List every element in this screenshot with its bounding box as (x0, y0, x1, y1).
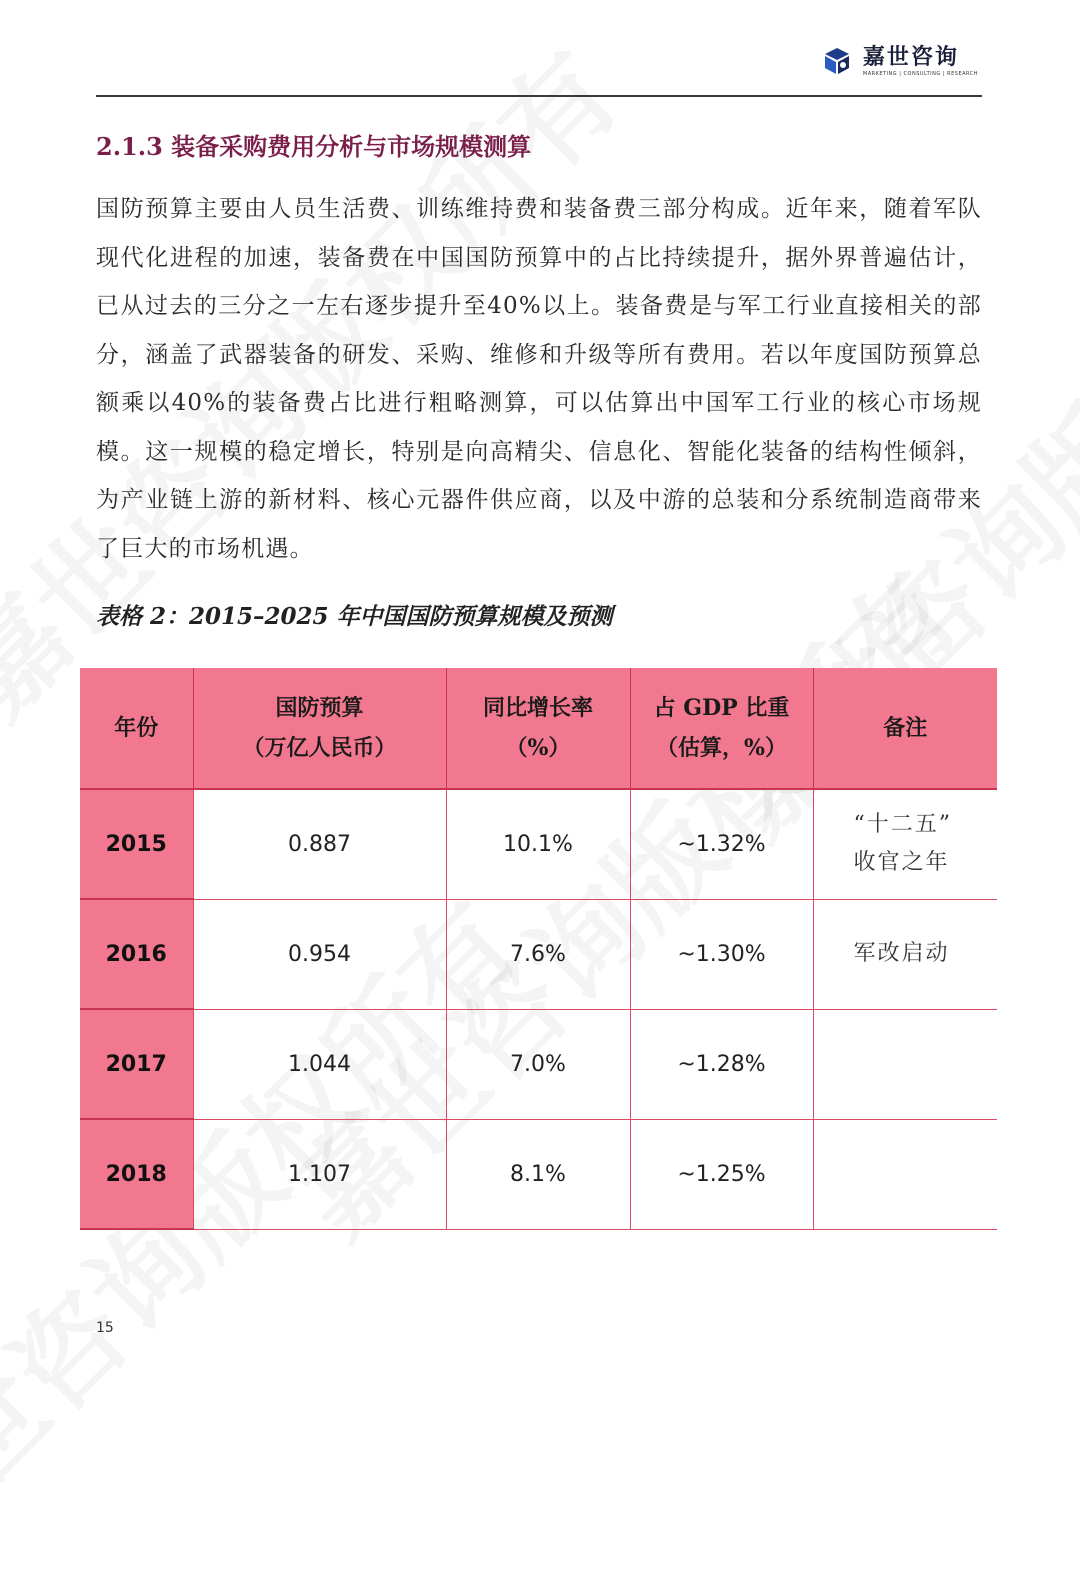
section-title: 2.1.3 装备采购费用分析与市场规模测算 (96, 132, 532, 161)
cell-year: 2015 (80, 789, 193, 899)
cell-note: “十二五” 收官之年 (813, 789, 997, 899)
cell-year: 2016 (80, 899, 193, 1009)
cell-note (813, 1119, 997, 1229)
header-gdp-share: 占 GDP 比重 （估算，%） (630, 668, 813, 789)
table-row (80, 1119, 997, 1229)
cell-budget: 1.107 (193, 1119, 446, 1229)
cell-growth: 7.6% (446, 899, 630, 1009)
cell-growth: 10.1% (446, 789, 630, 899)
logo-icon (821, 44, 855, 78)
cell-gdp: ~1.32% (630, 789, 813, 899)
logo-name: 嘉世咨询 (862, 45, 959, 70)
cell-gdp: ~1.28% (630, 1009, 813, 1119)
cell-growth: 8.1% (446, 1119, 630, 1229)
budget-table (80, 668, 997, 1230)
cell-note (813, 1009, 997, 1119)
cell-gdp: ~1.25% (630, 1119, 813, 1229)
table-row (80, 899, 997, 1009)
cell-growth: 7.0% (446, 1009, 630, 1119)
table-row (80, 1009, 997, 1119)
cell-budget: 1.044 (193, 1009, 446, 1119)
table-row (80, 789, 997, 899)
cell-gdp: ~1.30% (630, 899, 813, 1009)
cell-year: 2018 (80, 1119, 193, 1229)
table-header-row (80, 668, 997, 789)
cell-budget: 0.887 (193, 789, 446, 899)
header-year: 年份 (80, 668, 193, 789)
header-divider (96, 95, 982, 97)
page-number: 15 (96, 1320, 114, 1336)
header-growth: 同比增长率 （%） (446, 668, 630, 789)
logo-tagline: MARKETING | CONSULTING | RESEARCH (862, 71, 978, 77)
header-note: 备注 (813, 668, 997, 789)
brand-logo (821, 44, 978, 78)
cell-budget: 0.954 (193, 899, 446, 1009)
cell-year: 2017 (80, 1009, 193, 1119)
header-budget: 国防预算 （万亿人民币） (193, 668, 446, 789)
body-paragraph: 国防预算主要由人员生活费、训练维持费和装备费三部分构成。近年来，随着军队现代化进程的加速，装备费在中国国防预算中的占比持续提升，据外界普遍估计，已从过去的三分之一左右逐步提升至40%以上。装备费是与军工行业直接相关的部分，涵盖了武器装备的研发、采购、维修和升级等所有费用。若以年度国防预算总额乘以40%的装备费占比进行粗略测算，可以估算出中国军工行业的核心市场规模。这一规模的稳定增长，特别是向高精尖、信息化、智能化装备的结构性倾斜，为产业链上游的新材料、核心元器件供应商，以及中游的总装和分系统制造商带来了巨大的市场机遇。 (96, 196, 982, 562)
table-caption: 表格 2：2015–2025 年中国国防预算规模及预测 (96, 603, 613, 630)
cell-note: 军改启动 (813, 899, 997, 1009)
